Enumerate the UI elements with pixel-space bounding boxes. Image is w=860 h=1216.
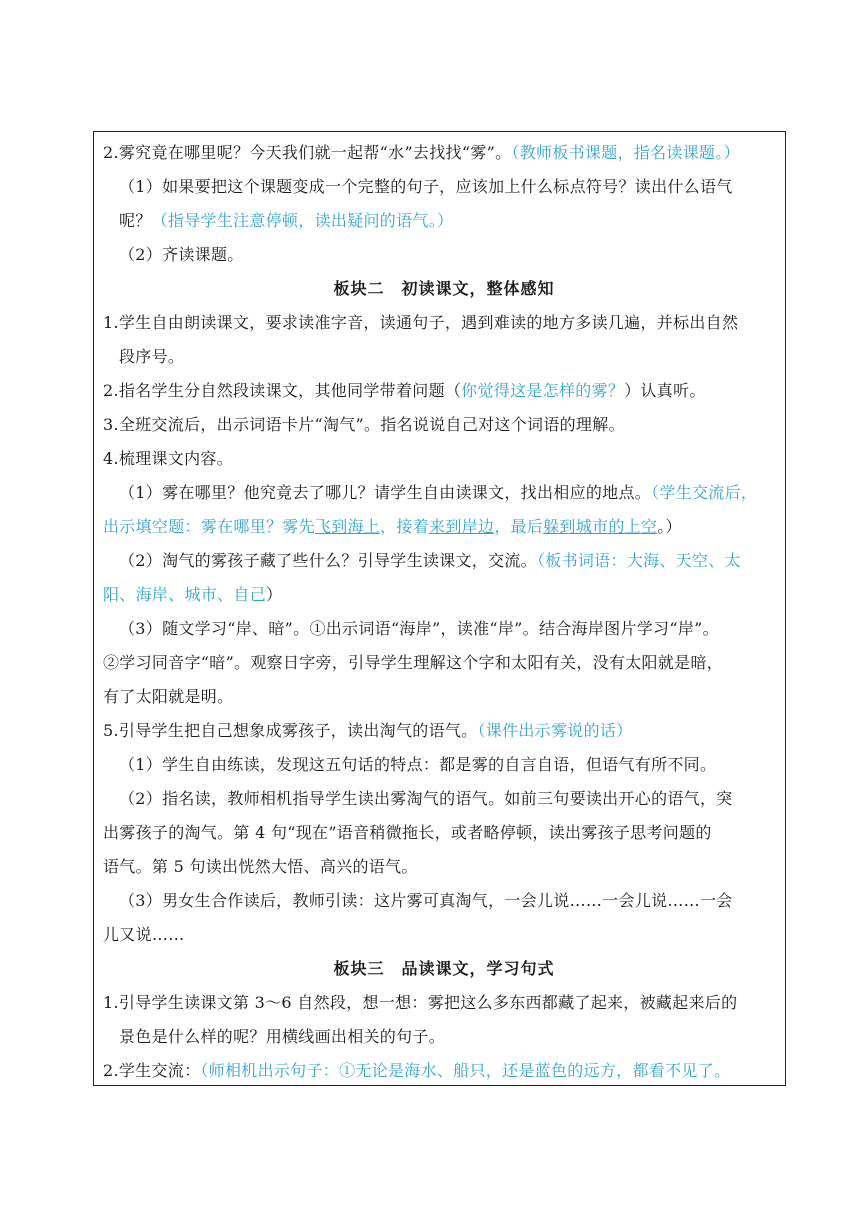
s3-item-1-text-end: 景色是什么样的呢？用横线画出相关的句子。 xyxy=(119,1027,446,1046)
s2-sub-3-line-3 xyxy=(103,680,785,714)
s2-item-4-line xyxy=(103,442,785,476)
substep-1-text: （1）如果要把这个课题变成一个完整的句子，应该加上什么标点符号？读出什么语气 xyxy=(119,177,733,196)
fill-blank-answer: 躲到城市的上空 xyxy=(543,517,658,536)
s2-item-4-text: 4.梳理课文内容。 xyxy=(103,449,233,468)
s2-item5-sub-2-line-3 xyxy=(103,850,785,884)
s3-item-1-line-1 xyxy=(103,986,785,1020)
s2-item5-sub-3-line-1 xyxy=(103,884,785,918)
s2-sub-1-text: （1）雾在哪里？他究竟去了哪儿？请学生自由读课文，找出相应的地点。 xyxy=(119,483,652,502)
s2-item-5-text: 5.引导学生把自己想象成雾孩子，读出淘气的语气。 xyxy=(103,721,478,740)
s2-item5-sub-2-line-1 xyxy=(103,782,785,816)
s2-sub-2-text: （2）淘气的雾孩子藏了些什么？引导学生读课文，交流。 xyxy=(119,551,537,570)
s2-item-1-text-end: 段序号。 xyxy=(119,347,185,366)
s2-item-3-line xyxy=(103,408,785,442)
s2-item5-sub-2-text: （2）指名读，教师相机指导学生读出雾淘气的语气。如前三句要读出开心的语气，突 xyxy=(119,789,733,808)
step-2-text: 2.雾究竟在哪里呢？今天我们就一起帮“水”去找找“雾”。 xyxy=(103,143,512,162)
teacher-note: （板书词语：大海、天空、太 xyxy=(536,551,741,570)
teacher-note: 你觉得这是怎样的雾？ xyxy=(461,381,625,400)
s3-item-2-line xyxy=(103,1054,785,1088)
substep-2-line xyxy=(103,238,785,272)
s2-item5-sub-3-line-2 xyxy=(103,918,785,952)
s2-sub-2-text-end: ） xyxy=(266,585,283,604)
s2-item-2-text-end: ）认真听。 xyxy=(624,381,706,400)
s2-item-1-line-2 xyxy=(103,340,785,374)
teacher-note: （课件出示雾说的话） xyxy=(477,721,633,740)
s2-sub-2-line-2 xyxy=(103,578,785,612)
s2-sub-2-line-1 xyxy=(103,544,785,578)
section-heading-block-3: 板块三 品读课文，学习句式 xyxy=(333,959,555,978)
s3-item-2-text: 2.学生交流： xyxy=(103,1061,201,1080)
fill-blank-answer: 飞到海上 xyxy=(314,517,381,536)
s3-item-1-line-2 xyxy=(103,1020,785,1054)
teacher-note: （指导学生注意停顿，读出疑问的语气。） xyxy=(151,211,454,230)
substep-1-text-end: 呢？ xyxy=(119,211,152,230)
s2-sub-3-text: 有了太阳就是明。 xyxy=(103,687,234,706)
s2-item5-sub-2-text: 语气。第 5 句读出恍然大悟、高兴的语气。 xyxy=(103,857,418,876)
s2-sub-1-line-1 xyxy=(103,476,785,510)
s3-item-1-text: 1.引导学生读课文第 3～6 自然段，想一想：雾把这么多东西都藏了起来，被藏起来后的 xyxy=(103,993,738,1012)
s2-sub-1-line-2 xyxy=(103,510,785,544)
s2-item-5-line xyxy=(103,714,785,748)
s2-item-2-line xyxy=(103,374,785,408)
s2-item5-sub-1-line xyxy=(103,748,785,782)
s2-sub-3-text: ②学习同音字“暗”。观察日字旁，引导学生理解这个字和太阳有关，没有太阳就是暗， xyxy=(103,653,724,672)
substep-2-text: （2）齐读课题。 xyxy=(119,245,244,264)
s2-item-1-line-1 xyxy=(103,306,785,340)
lesson-plan-content xyxy=(103,136,785,1088)
section-heading-block-2: 板块二 初读课文，整体感知 xyxy=(333,279,555,298)
substep-1-line-2 xyxy=(103,204,785,238)
s2-item5-sub-2-line-2 xyxy=(103,816,785,850)
fill-blank-answer: 来到岸边 xyxy=(429,517,495,536)
step-2-question-line xyxy=(103,136,785,170)
s2-sub-3-line-2 xyxy=(103,646,785,680)
substep-1-line-1 xyxy=(103,170,785,204)
fill-blank-connector: ，接着 xyxy=(380,517,430,536)
teacher-note: （学生交流后， xyxy=(651,483,758,502)
teacher-note: 阳、海岸、城市、自己 xyxy=(103,585,267,604)
s2-item5-sub-1-text: （1）学生自由练读，发现这五句话的特点：都是雾的自言自语，但语气有所不同。 xyxy=(119,755,717,774)
s2-item-2-text: 2.指名学生分自然段读课文，其他同学带着问题（ xyxy=(103,381,462,400)
teacher-note: （教师板书课题，指名读课题。） xyxy=(511,143,740,162)
s2-item-3-text: 3.全班交流后，出示词语卡片“淘气”。指名说说自己对这个词语的理解。 xyxy=(103,415,625,434)
s2-item5-sub-3-text: 儿又说…… xyxy=(103,925,185,944)
fill-blank-prompt: 出示填空题：雾在哪里？雾先 xyxy=(103,517,315,536)
s2-item5-sub-2-text: 出雾孩子的淘气。第 4 句“现在”语音稍微拖长，或者略停顿，读出雾孩子思考问题的 xyxy=(103,823,712,842)
s2-item-1-text: 1.学生自由朗读课文，要求读准字音，读通句子，遇到难读的地方多读几遍，并标出自然 xyxy=(103,313,739,332)
teacher-note: （师相机出示句子：①无论是海水、船只，还是蓝色的远方，都看不见了。 xyxy=(200,1061,731,1080)
s2-sub-3-text: （3）随文学习“岸、暗”。①出示词语“海岸”，读准“岸”。结合海岸图片学习“岸”。 xyxy=(119,619,719,638)
fill-blank-connector: ，最后 xyxy=(494,517,544,536)
s2-sub-3-line-1 xyxy=(103,612,785,646)
s2-item5-sub-3-text: （3）男女生合作读后，教师引读：这片雾可真淘气，一会儿说……一会儿说……一会 xyxy=(119,891,733,910)
fill-blank-end: 。） xyxy=(657,517,682,536)
